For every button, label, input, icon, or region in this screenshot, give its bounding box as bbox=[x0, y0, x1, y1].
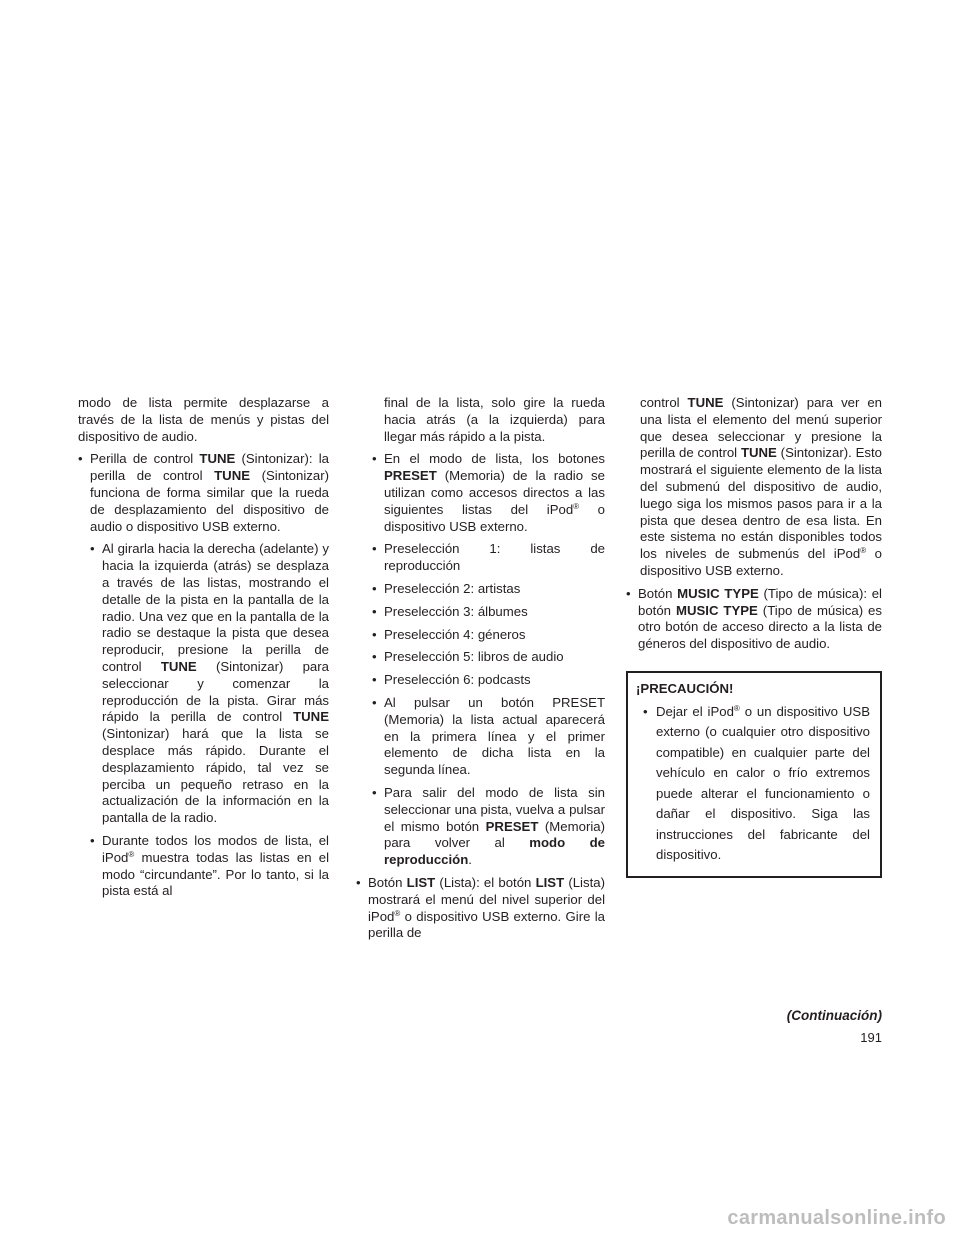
caution-item: • Dejar el iPod® o un dispositivo USB externo (o cualquier otro dispositivo compatible) en cualquier parte del vehículo en calor o frío extremos puede alterar el funcionamiento o dañar el dispositivo. Siga las instrucciones del fabricante del dispositivo. bbox=[643, 703, 870, 863]
bullet-icon: • bbox=[90, 541, 95, 557]
bullet-icon: • bbox=[356, 874, 361, 890]
list-button-item: • Botón LIST (Lista): el botón LIST (Lista) mostrará el menú del nivel superior del iPod® o dispositivo USB externo. Gire la perilla de bbox=[356, 874, 605, 941]
bullet-icon: • bbox=[643, 703, 648, 719]
turn-knob-subitem: • Al girarla hacia la derecha (adelante) y hacia la izquierda (atrás) se desplaza a través de las listas, mostrando el detalle de la pista en la pantalla de la radio. Una vez que en la pantalla de la radio se destaque la pista que desea reproducir, presione la perilla de control TUNE (Sintonizar) para seleccionar y comenzar la reproducción de la pista. Girar más rápido la perilla de control TUNE (Sintonizar) hará que la lista se desplace más rápido. Durante el desplazamiento rápido, tal vez se perciba un pequeño retraso en la actualización de la información en la pantalla de la radio. bbox=[90, 541, 329, 826]
bullet-icon: • bbox=[372, 541, 377, 557]
bullet-icon: • bbox=[626, 585, 631, 601]
bullet-icon: • bbox=[372, 694, 377, 710]
continued-text: control TUNE (Sintonizar) para ver en una lista el elemento del menú superior que desea seleccionar y presione la perilla de control TUNE (Sintonizar). Esto mostrará el siguiente elemento de la lista del submenú del dispositivo de audio, luego siga los mismos pasos para ir a la pista que desea dentro de esa lista. En este sistema no están disponibles todos los niveles de submenús del iPod® o dispositivo USB externo. bbox=[640, 395, 883, 578]
preset-5-item: • Preselección 5: libros de audio bbox=[372, 649, 564, 665]
watermark: carmanualsonline.info bbox=[727, 1207, 946, 1229]
column-2 bbox=[356, 395, 606, 942]
continued-label: (Continuación) bbox=[786, 1008, 882, 1023]
tune-knob-item: • Perilla de control TUNE (Sintonizar): la perilla de control TUNE (Sintonizar) funciona de forma similar que la rueda de desplazamiento del dispositivo de audio o dispositivo USB externo. bbox=[78, 451, 329, 534]
page-number: 191 bbox=[860, 1030, 882, 1045]
column-3 bbox=[626, 395, 882, 878]
preset-item: • En el modo de lista, los botones PRESET (Memoria) de la radio se utilizan como accesos directos a las siguientes listas del iPod® o dispositivo USB externo. bbox=[372, 451, 605, 534]
exit-list-item: • Para salir del modo de lista sin seleccionar una pista, vuelva a pulsar el mismo botón PRESET (Memoria) para volver al modo de reproducción. bbox=[372, 784, 606, 868]
continued-text: final de la lista, solo gire la rueda hacia atrás (a la izquierda) para llegar más rápido a la pista. bbox=[384, 395, 605, 444]
circular-mode-subitem: • Durante todos los modos de lista, el iPod® muestra todas las listas en el modo “circundante”. Por lo tanto, si la pista está al bbox=[90, 832, 329, 899]
bullet-icon: • bbox=[372, 603, 377, 619]
bullet-icon: • bbox=[372, 672, 377, 688]
preset-2-item: • Preselección 2: artistas bbox=[372, 580, 521, 596]
bullet-icon: • bbox=[372, 580, 377, 596]
bullet-icon: • bbox=[372, 649, 377, 665]
preset-1-item: • Preselección 1: listas de reproducción bbox=[372, 541, 605, 574]
caution-box bbox=[626, 671, 882, 878]
music-type-item: • Botón MUSIC TYPE (Tipo de música): el botón MUSIC TYPE (Tipo de música) es otro botón de acceso directo a la lista de géneros del dispositivo de audio. bbox=[626, 585, 882, 652]
preset-3-item: • Preselección 3: álbumes bbox=[372, 603, 528, 619]
bullet-icon: • bbox=[372, 451, 377, 467]
preset-4-item: • Preselección 4: géneros bbox=[372, 626, 526, 642]
caution-title: ¡PRECAUCIÓN! bbox=[636, 680, 734, 696]
bullet-icon: • bbox=[90, 832, 95, 848]
bullet-icon: • bbox=[372, 626, 377, 642]
column-1 bbox=[78, 395, 329, 900]
bullet-icon: • bbox=[372, 784, 377, 800]
preset-6-item: • Preselección 6: podcasts bbox=[372, 672, 531, 688]
press-preset-item: • Al pulsar un botón PRESET (Memoria) la lista actual aparecerá en la primera línea y el primer elemento de dicha lista en la segunda línea. bbox=[372, 694, 605, 778]
bullet-icon: • bbox=[78, 451, 83, 467]
intro-paragraph: modo de lista permite desplazarse a través de la lista de menús y pistas del dispositivo de audio. bbox=[78, 395, 329, 444]
